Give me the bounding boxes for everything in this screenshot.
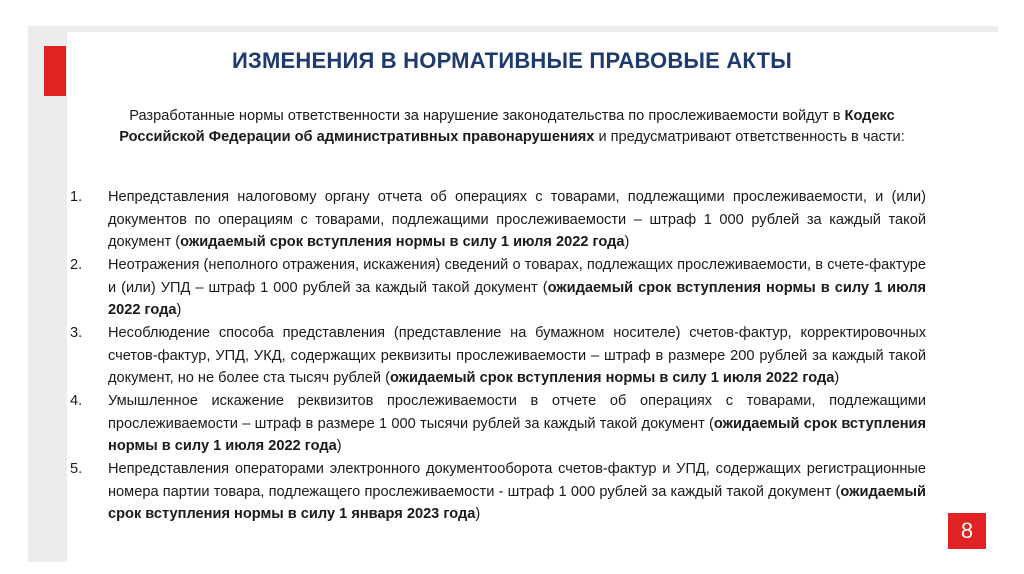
list-item-number: 3. [70,325,83,341]
list-item-text: Непредставления операторами электронного документооборота счетов-фактур и УПД, содержащих регистрационные номера партии товара, подлежащего прослеживаемости - штраф 1 000 рублей за каждый такой документ ( [108,461,926,500]
intro-text-bold: Кодекс Российской Федерации об административных правонарушениях [119,108,895,145]
list-item [62,458,926,526]
list-item-bold: ожидаемый срок вступления нормы в силу 1 июля 2022 года [108,415,926,454]
list-item-close: ) [624,234,630,250]
list-item-number: 2. [70,257,83,273]
list-item [62,186,926,254]
penalty-list [62,186,926,526]
list-item-bold: ожидаемый срок вступления нормы в силу 1 июля 2022 года [389,370,835,386]
list-item [62,322,926,390]
list-item-text: Непредставления налоговому органу отчета об операциях с товарами, подлежащими прослеживаемости, и (или) документов по операциям с товарами, подлежащими прослеживаемости – штраф 1 000 рублей за каждый такой документ ( [108,189,926,250]
list-item-number: 5. [70,461,83,477]
list-item-bold: ожидаемый срок вступления нормы в силу 1 июля 2022 года [180,234,625,250]
list-item [62,390,926,458]
list-item-number: 4. [70,393,83,409]
list-item-close: ) [475,506,481,522]
list-item-text: Несоблюдение способа представления (представление на бумажном носителе) счетов-фактур, корректировочных счетов-фактур, УПД, УКД, содержащих реквизиты прослеживаемости – штраф в размере 200 рублей за каждый такой документ, но не более ста тысяч рублей ( [108,325,926,386]
page-number-badge: 8 [948,513,986,549]
list-item-bold: ожидаемый срок вступления нормы в силу 1 января 2023 года [108,483,926,522]
list-item-bold: ожидаемый срок вступления нормы в силу 1 июля 2022 года [108,279,927,318]
list-item-close: ) [336,438,342,454]
list-item-close: ) [176,302,182,318]
intro-paragraph [86,106,938,148]
page-title: ИЗМЕНЕНИЯ В НОРМАТИВНЫЕ ПРАВОВЫЕ АКТЫ [232,48,792,73]
list-item-text: Неотражения (неполного отражения, искажения) сведений о товарах, подлежащих прослеживаемости, в счете-фактуре и (или) УПД – штраф 1 000 рублей за каждый такой документ ( [108,257,926,296]
intro-text-after: и предусматривают ответственность в части: [594,129,905,145]
list-item-text: Умышленное искажение реквизитов прослеживаемости в отчете об операциях с товарами, подлежащими прослеживаемости – штраф в размере 1 000 тысячи рублей за каждый такой документ ( [108,393,926,432]
intro-text-before: Разработанные нормы ответственности за нарушение законодательства по прослеживаемости войдут в [129,108,845,124]
list-item-close: ) [834,370,840,386]
list-item [62,254,926,322]
list-item-number: 1. [70,189,83,205]
